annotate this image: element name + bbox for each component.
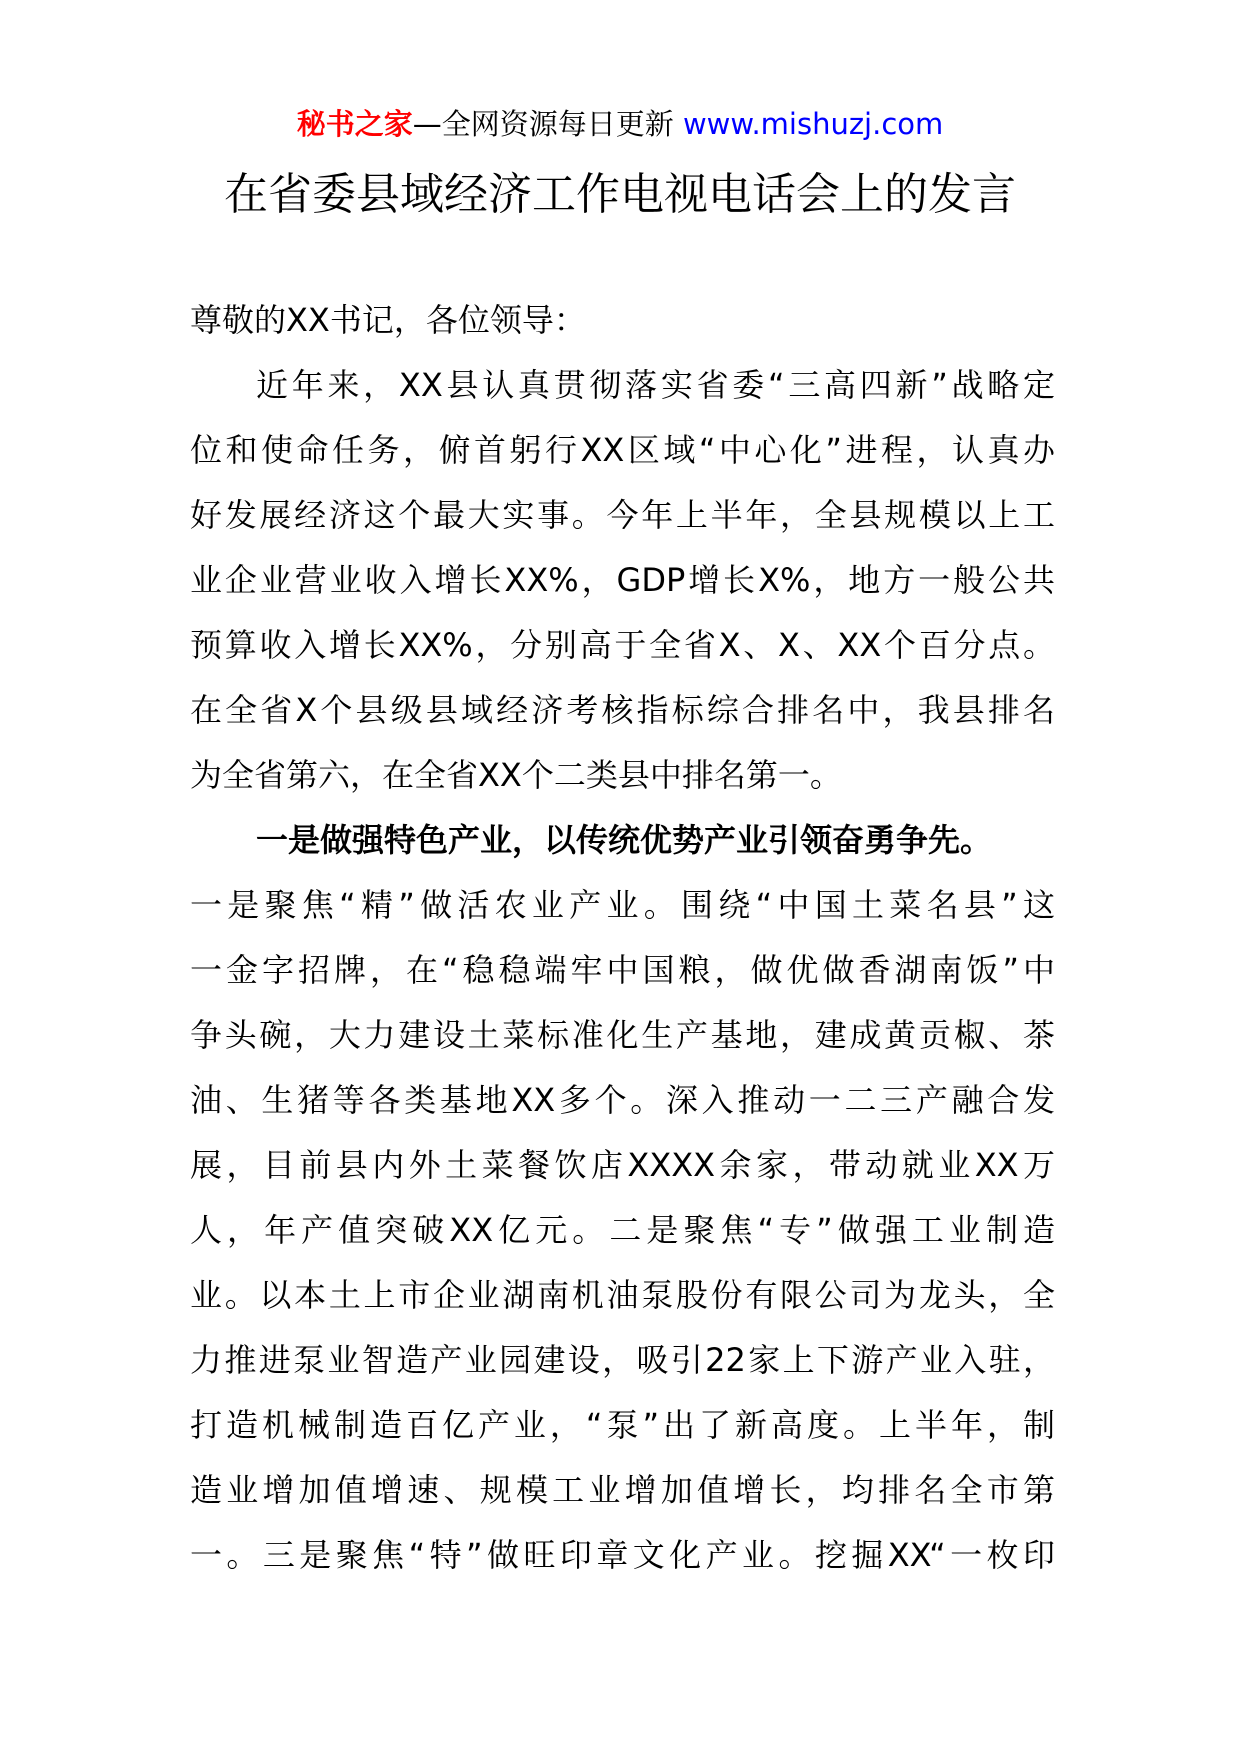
paragraph-line: 造业增加值增速、规模工业增加值增长，均排名全市第 bbox=[190, 1471, 1055, 1509]
salutation: 尊敬的XX书记，各位领导： bbox=[190, 301, 586, 339]
paragraph-line: 预算收入增长XX%，分别高于全省X、X、XX个百分点。 bbox=[190, 626, 1055, 664]
paragraph-line: 好发展经济这个最大实事。今年上半年，全县规模以上工 bbox=[190, 496, 1055, 534]
paragraph-line: 业企业营业收入增长XX%，GDP增长X%，地方一般公共 bbox=[190, 561, 1055, 599]
paragraph-line: 展，目前县内外土菜餐饮店XXXX余家，带动就业XX万 bbox=[190, 1146, 1055, 1184]
site-header bbox=[0, 100, 1240, 148]
paragraph-line: 一金字招牌，在“稳稳端牢中国粮，做优做香湖南饭”中 bbox=[190, 951, 1055, 989]
paragraph-line: 力推进泵业智造产业园建设，吸引22家上下游产业入驻， bbox=[190, 1341, 1055, 1379]
paragraph-line: 位和使命任务，俯首躬行XX区域“中心化”进程，认真办 bbox=[190, 431, 1055, 469]
brand-name: 秘书之家 bbox=[296, 107, 413, 141]
document-body bbox=[190, 288, 1055, 1588]
site-url[interactable]: www.mishuzj.com bbox=[682, 107, 944, 141]
paragraph-line: 业。以本土上市企业湖南机油泵股份有限公司为龙头，全 bbox=[190, 1276, 1055, 1314]
paragraph-line: 打造机械制造百亿产业，“泵”出了新高度。上半年，制 bbox=[190, 1406, 1055, 1444]
paragraph-line: 在全省X个县级县域经济考核指标综合排名中，我县排名 bbox=[190, 691, 1055, 729]
section-heading: 一是做强特色产业，以传统优势产业引领奋勇争先。 bbox=[256, 821, 993, 859]
paragraph-line: 人，年产值突破XX亿元。二是聚焦“专”做强工业制造 bbox=[190, 1211, 1055, 1249]
paragraph-line: 近年来，XX县认真贯彻落实省委“三高四新”战略定 bbox=[256, 366, 1055, 404]
header-slogan: —全网资源每日更新 bbox=[412, 107, 683, 141]
paragraph-line: 为全省第六，在全省XX个二类县中排名第一。 bbox=[190, 756, 842, 794]
paragraph-line: 一。三是聚焦“特”做旺印章文化产业。挖掘XX“一枚印 bbox=[190, 1536, 1055, 1574]
paragraph-line: 一是聚焦“精”做活农业产业。围绕“中国土菜名县”这 bbox=[190, 886, 1055, 924]
paragraph-line: 争头碗，大力建设土菜标准化生产基地，建成黄贡椒、茶 bbox=[190, 1016, 1055, 1054]
paragraph-line: 油、生猪等各类基地XX多个。深入推动一二三产融合发 bbox=[190, 1081, 1055, 1119]
document-title: 在省委县域经济工作电视电话会上的发言 bbox=[224, 169, 1016, 220]
